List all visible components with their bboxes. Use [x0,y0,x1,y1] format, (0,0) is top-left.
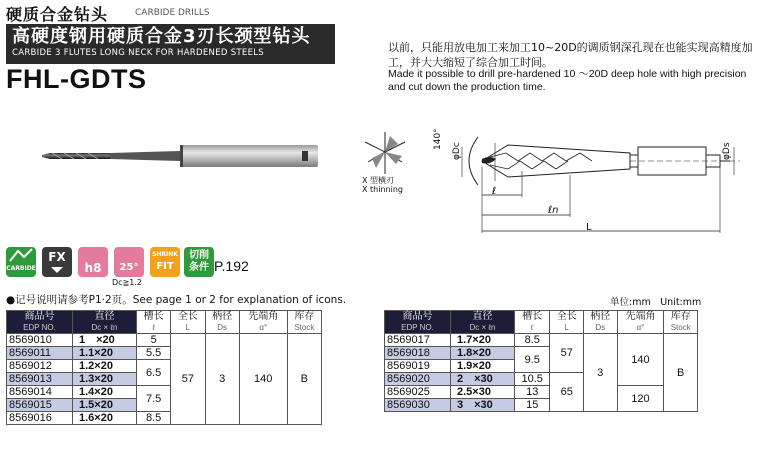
cutting-conditions-icon[interactable]: 切削 条件 [184,247,214,277]
description-en: Made it possible to drill pre-hardened 10 ～20D deep hole with high precision and cut down the production time. [388,68,747,93]
header-diameter: 直径 Dc × ℓn [73,311,137,334]
table-row: 8569017 1.7×20 8.5 57 3 140 B [385,334,698,347]
dc-note: Dc≧1.2 [112,278,142,287]
header-angle: 先端角 α° [617,311,664,334]
neck-length-label: ℓn [548,205,559,216]
product-title-bar [6,24,335,64]
table-row: 8569012 1.2×20 6.5 [7,360,322,373]
header-flute: 槽长 ℓ [515,311,550,334]
header-shank: 柄径 Ds [205,311,239,334]
carbide-icon: CARBIDE [6,247,36,277]
product-title-cn: 高硬度钢用硬质合金3刃长颈型钻头 [12,26,311,47]
table-row: 8569030 3 ×30 15 [385,399,698,412]
helix-angle-icon: 25° [114,247,144,277]
drill-photo [40,142,325,176]
model-name: FHL-GDTS [6,64,147,94]
h8-tolerance-icon: h8 [78,247,108,277]
header-diameter: 直径 Dc × ℓn [451,311,515,334]
ds-label: φDs [722,142,732,160]
table-row: 8569011 1.1×20 5.5 [7,347,322,360]
icon-note: ●记号说明请参考P1·2页。See page 1 or 2 for explanation of icons. [6,294,347,306]
table-row: 8569018 1.8×20 9.5 [385,347,698,360]
table-row: 8569015 1.5×20 [7,399,322,412]
total-length-label: L [586,222,592,233]
tip-angle-label: 140° [433,128,443,150]
dc-label: φDc [452,142,462,160]
table-row: 8569014 1.4×20 7.5 [7,386,322,399]
header-shank: 柄径 Ds [583,311,617,334]
table-row: 8569019 1.9×20 [385,360,698,373]
table-row: 8569010 1 ×20 5 57 3 140 B [7,334,322,347]
header-stock: 库存 Stock [287,311,321,334]
x-thinning-label-cn: X 型横刃 [362,176,395,185]
shrink-fit-icon: SHRINK FIT [150,247,180,277]
unit-label: 单位:mm Unit:mm [610,297,702,308]
x-thinning-label-en: X thinning [362,185,403,194]
header-total: 全长 L [550,311,584,334]
fx-icon: FX [42,247,72,277]
description-cn: 以前，只能用放电加工来加工10~20D的调质钢深孔现在也能实现高精度加工，并大大缩短了综合加工时间。 [388,41,753,69]
header-stock: 库存 Stock [664,311,698,334]
product-title-en: CARBIDE 3 FLUTES LONG NECK FOR HARDENED STEELS [12,48,264,58]
table-row: 8569020 2 ×30 10.5 65 [385,373,698,386]
header-flute: 槽长 ℓ [137,311,171,334]
technical-drawing [430,125,765,240]
table-row: 8569025 2.5×30 13 120 [385,386,698,399]
category-title-cn: 硬质合金钻头 [6,5,109,24]
header-edp: 商品号 EDP NO. [385,311,451,334]
table-row: 8569013 1.3×20 [7,373,322,386]
page-reference: P.192 [214,258,249,274]
flute-length-label: ℓ [492,186,497,197]
header-edp: 商品号 EDP NO. [7,311,73,334]
x-thinning-sketch [360,130,410,176]
spec-table-1 [6,310,322,425]
header-total: 全长 L [171,311,205,334]
table-row: 8569016 1.6×20 8.5 [7,412,322,425]
header-angle: 先端角 α° [239,311,287,334]
spec-table-2 [384,310,698,412]
category-title-en: CARBIDE DRILLS [135,8,210,18]
